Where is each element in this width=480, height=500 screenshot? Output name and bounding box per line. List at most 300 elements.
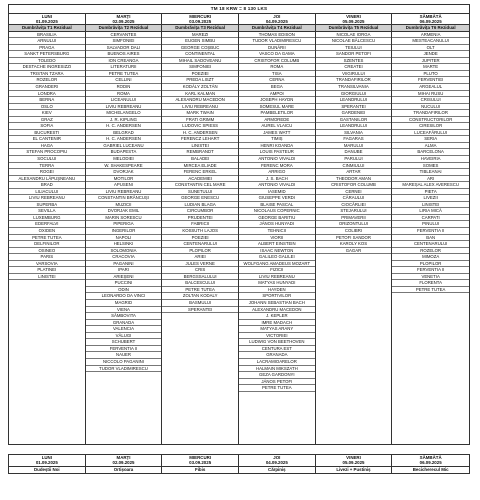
street-cell: IMRE MADACH <box>239 320 315 327</box>
summary-date: 06.09.2025 <box>419 460 442 466</box>
street-cell: MARK TWAIN <box>162 110 238 117</box>
street-cell: NICOLAE BĂLCESCU <box>316 38 392 45</box>
street-cell: SANDOR PETOFI <box>316 51 392 58</box>
street-cell: GASTANILOR <box>316 117 392 124</box>
summary-zone: Livezi + Pustiniș <box>316 466 392 473</box>
street-cell: TIMIȘ <box>239 136 315 143</box>
street-cell: JUPITER <box>392 58 469 65</box>
street-cell: MATYAS HUNYADI <box>239 280 315 287</box>
street-cell: SOMESUL MARE <box>239 104 315 111</box>
street-cell: HAVEIRIA <box>392 156 469 163</box>
summary-date: 04.09.2025 <box>265 460 288 466</box>
street-cell: EL CANTENIR <box>9 136 85 143</box>
street-cell: JULES VERNE <box>162 261 238 268</box>
street-cell: GIORGIULUI <box>316 91 392 98</box>
day-name: MARȚI <box>116 14 131 19</box>
street-cell: IPARI <box>86 267 162 274</box>
stops-column <box>86 32 163 444</box>
day-date: 05.09.2025 <box>342 19 365 25</box>
street-cell: CERVANTES <box>86 32 162 39</box>
route-name: Dumbrăvița T3 Rezidual <box>162 24 238 30</box>
street-cell: PETRE TUTEA <box>162 287 238 294</box>
street-cell: BRAD <box>9 182 85 189</box>
street-cell: AMPOI <box>239 91 315 98</box>
street-cell: LACRAMIOARELOR <box>239 359 315 366</box>
street-cell: CINMIULUI <box>316 163 392 170</box>
street-cell: ROZELOR <box>9 77 85 84</box>
street-cell: REMBRANDT <box>162 149 238 156</box>
summary-zone: Dudeștii Noi <box>9 466 85 473</box>
street-cell: FAGARAS <box>316 136 392 143</box>
summary-day: MARȚI <box>116 455 131 460</box>
street-cell: BRASILIA <box>9 32 85 39</box>
street-cell: NAPOLI <box>86 235 162 242</box>
day-name: SÂMBĂTĂ <box>419 14 442 19</box>
street-cell: PAGANINI <box>86 261 162 268</box>
street-cell: HAYDEN <box>239 287 315 294</box>
street-cell: SUNETULUI <box>162 189 238 196</box>
street-cell: JÁNOS HUNYADI <box>239 221 315 228</box>
street-cell: POEZIEI <box>162 235 238 242</box>
street-cell: BUENOS AIRES <box>86 51 162 58</box>
street-cell: FLORENTA <box>392 280 469 287</box>
street-cell: CENTENARULUI <box>392 241 469 248</box>
street-cell: ORIZONTULUI <box>316 221 392 228</box>
street-cell: LICEANULUI <box>86 97 162 104</box>
street-cell: CRISTOFOR COLUMB <box>239 58 315 65</box>
street-cell: PETRE TUTEA <box>86 71 162 78</box>
street-cell: BARCELONA <box>392 149 469 156</box>
stops-column <box>162 32 239 444</box>
street-cell: J. S. BACH <box>239 176 315 183</box>
street-cell: LIVIU REBREANU <box>86 189 162 196</box>
day-header <box>392 14 469 31</box>
street-cell: MATYAS ARANY <box>239 326 315 333</box>
street-cell: GRAZ <box>9 117 85 124</box>
stops-column <box>316 32 393 444</box>
street-cell: SCHUBERT <box>86 339 162 346</box>
street-cell: GIUSEPPE VERDI <box>239 195 315 202</box>
street-cell: CIRCUMBOR <box>162 208 238 215</box>
street-cell: GEZA GARDONYI <box>239 372 315 379</box>
street-cell: LILIACULUI <box>9 189 85 196</box>
street-cell: ARIEI <box>162 254 238 261</box>
street-cell: SEVILLA <box>9 208 85 215</box>
summary-table <box>8 454 470 474</box>
street-cell: ARIEȘENI <box>86 274 162 281</box>
street-cell: PRIMAVERII <box>316 215 392 222</box>
day-header <box>239 14 316 31</box>
schedule-sheet <box>8 4 470 445</box>
street-cell: ACADEMIEI <box>162 176 238 183</box>
summary-cell <box>86 455 163 473</box>
street-cell: HAGA <box>9 143 85 150</box>
street-cell: ALMA <box>392 143 469 150</box>
street-cell: CONSTRUCTORILOR <box>392 117 469 124</box>
day-header <box>162 14 239 31</box>
street-cell: OSINEO <box>9 248 85 255</box>
street-cell: OXIDEN <box>9 228 85 235</box>
street-cell: VASCO DA GAMA <box>239 51 315 58</box>
street-cell: FERENC MORA <box>239 163 315 170</box>
street-cell: PETRE TUTEA <box>239 385 315 392</box>
street-cell: ALEXANDRU MACEDON <box>239 307 315 314</box>
street-cell: SÂMBOVITA <box>86 313 162 320</box>
street-cell: JOHANN SEBASTIAN BACH <box>239 300 315 307</box>
street-cell: PLUTO <box>392 71 469 78</box>
street-cell: MIMOZA <box>392 254 469 261</box>
street-cell: BALADEI <box>162 156 238 163</box>
street-cell: JAMES WATT <box>239 130 315 137</box>
street-cell: ALBERT EINSTEIN <box>239 241 315 248</box>
day-name: VINERI <box>346 14 361 19</box>
street-cell: DVORJAK EMIL <box>86 208 162 215</box>
street-cell: SOFIA <box>9 123 85 130</box>
street-cell: JENDE <box>392 51 469 58</box>
street-cell: ARMENIA <box>392 32 469 39</box>
street-cell: TRANDAFIRILOR <box>316 77 392 84</box>
route-name: Dumbrăvița T6 Rezidual <box>392 24 469 30</box>
street-cell: ARTAR <box>316 169 392 176</box>
street-cell: GAGAR <box>316 248 392 255</box>
summary-cell <box>392 455 469 473</box>
route-name: Dumbrăvița T5 Rezidual <box>316 24 392 30</box>
summary-cell <box>162 455 239 473</box>
street-cell: STEJARULUI <box>316 208 392 215</box>
street-cell: LUDIAN BLAGA <box>162 202 238 209</box>
street-cell: PUCCINI <box>86 280 162 287</box>
street-cell: HALMAIN MIKSZATH <box>239 366 315 373</box>
street-cell: FERENC ERKEL <box>162 169 238 176</box>
street-cell: ANTONIO VIVALDI <box>239 182 315 189</box>
street-cell: BLAISE PASCAL <box>239 202 315 209</box>
street-cell: LOUIS PASTEUR <box>239 149 315 156</box>
street-cell: LUDWIG VON BEETHOVEN <box>239 339 315 346</box>
street-cell: SOLOMONIA <box>86 248 162 255</box>
street-cell: GEORGE COȘBUC <box>162 45 238 52</box>
street-cell: CONSTANTIN BRÂNCUȘI <box>86 195 162 202</box>
street-cell: CARPATI <box>392 215 469 222</box>
street-cell: PLATINEI <box>9 267 85 274</box>
street-cell: PIPERIGA <box>86 221 162 228</box>
street-cell: SPERANTEI <box>162 307 238 314</box>
street-cell: LIVIU REBREANU <box>9 195 85 202</box>
schedule-title: TM 18 KRW = 8 130 LKS <box>8 4 470 13</box>
street-cell: ZOLTAN KODALY <box>162 293 238 300</box>
street-cell: SIMFONIEI <box>86 38 162 45</box>
street-cell: GRANDERI <box>9 84 85 91</box>
street-cell: PLOPILOR <box>162 248 238 255</box>
summary-date: 03.09.2025 <box>189 460 212 466</box>
street-cell: MAGRID <box>86 300 162 307</box>
street-cell: FRATI GRIMM <box>162 117 238 124</box>
street-cell: TRANDAFIRILOR <box>392 110 469 117</box>
street-cell: BUDAPESTA <box>86 149 162 156</box>
street-cell: TEIULUI <box>316 45 392 52</box>
street-cell: PETRE TUTEA <box>9 235 85 242</box>
street-cell: VICTORIEI <box>239 333 315 340</box>
street-cell: CĂRAULUI <box>316 195 392 202</box>
summary-day: VINERI <box>346 455 361 460</box>
street-cell: VALENCIA <box>86 326 162 333</box>
day-header <box>86 14 163 31</box>
street-cell: CIOCÂRLIEI <box>316 202 392 209</box>
street-cell: HENRI KOANDA <box>239 143 315 150</box>
street-cell: H. C. ANDERSEN <box>86 136 162 143</box>
street-cell: LIVIU REBREANU <box>162 104 238 111</box>
street-cell: FERVENTIA II <box>392 228 469 235</box>
street-cell: VĂLUGI <box>86 333 162 340</box>
summary-date: 01.09.2025 <box>35 460 58 466</box>
street-cell: NAUER <box>86 352 162 359</box>
street-cell: JOSEPH HAYDN <box>239 97 315 104</box>
street-cell: PRAGA <box>9 45 85 52</box>
street-cell: LIRIA MICĂ <box>392 208 469 215</box>
street-cell: GEORGE ENESCU <box>162 195 238 202</box>
street-cell: LINISTEI <box>392 202 469 209</box>
street-cell: BELGRAD <box>86 130 162 137</box>
street-cell: NICCOLO PAGANINI <box>86 359 162 366</box>
street-cell: THOMAS EDISON <box>239 32 315 39</box>
street-cell: WOLFGANG AMADEUS MOZART <box>239 261 315 268</box>
street-cell: SUPERBA <box>9 202 85 209</box>
street-cell: GRANADA <box>239 352 315 359</box>
street-cell: ARNULUI <box>9 38 85 45</box>
street-cell: W. SHAKESPEARE <box>86 163 162 170</box>
street-cell: PETRE TUTEA <box>392 287 469 294</box>
street-cell: CERNA <box>239 77 315 84</box>
street-cell: PARIS <box>9 254 85 261</box>
street-cell: ION CREANGA <box>86 58 162 65</box>
street-cell: CENTENARULUI <box>162 241 238 248</box>
street-cell: ODIN <box>86 287 162 294</box>
street-cell: GRANADA <box>86 320 162 327</box>
day-date: 02.09.2025 <box>112 19 135 25</box>
street-cell: POEZIEI <box>162 71 238 78</box>
street-cell: CENTURA EST <box>239 346 315 353</box>
stops-column <box>9 32 86 444</box>
day-date: 03.09.2025 <box>189 19 212 25</box>
summary-day: SÂMBĂTĂ <box>419 455 442 460</box>
summary-cell <box>9 455 86 473</box>
street-cell: TEHNICII <box>239 228 315 235</box>
summary-zone: Fibis <box>162 466 238 473</box>
street-cell: VENETIA <box>392 274 469 281</box>
street-cell: SPERANTEI <box>316 104 392 111</box>
street-cell: TOLEDO <box>9 58 85 65</box>
street-cell: CRIS <box>162 267 238 274</box>
street-cell: ROMA <box>239 64 315 71</box>
day-header <box>316 14 393 31</box>
street-cell: SILVANIA <box>316 130 392 137</box>
summary-day: MIERCURI <box>189 455 212 460</box>
street-cell: GALILEO GALILEI <box>239 254 315 261</box>
day-name: JOI <box>273 14 281 19</box>
route-name: Dumbrăvița T2 Rezidual <box>86 24 162 30</box>
street-cell: LUDOVIC SPIESS <box>162 123 238 130</box>
day-header <box>9 14 86 31</box>
day-date: 06.09.2025 <box>419 19 442 25</box>
street-cell: TIBLEANAI <box>392 169 469 176</box>
street-cell: H. C. ANDERSEN <box>162 130 238 137</box>
street-cell: PLOPILOR <box>392 261 469 268</box>
summary-day: JOI <box>273 455 281 460</box>
street-cell: MARULUI <box>316 143 392 150</box>
street-cell: MARIN SORESCU <box>86 215 162 222</box>
street-cell: VIORII <box>239 235 315 242</box>
street-cell: FABRICII <box>162 221 238 228</box>
street-cell: LIVIU REBREANU <box>86 104 162 111</box>
street-cell: MAREȘAL ALEX AVERESCU <box>392 182 469 189</box>
summary-cell <box>239 455 316 473</box>
street-cell: ARGEALUL <box>392 84 469 91</box>
day-date: 01.09.2025 <box>35 19 58 25</box>
street-cell: FERVENTIA II <box>392 267 469 274</box>
header-row <box>8 13 470 31</box>
street-cell: MIRCEA ELIADE <box>162 163 238 170</box>
street-cell: GARDENIEI <box>316 110 392 117</box>
street-cell: NICOLAE IORGA <box>316 32 392 39</box>
street-cell: J. R. KIPLING <box>86 117 162 124</box>
street-cell: CELLINI <box>86 77 162 84</box>
street-cell: LIVIU REBREANU <box>239 274 315 281</box>
street-cell: ANTONIO VIVALDI <box>239 156 315 163</box>
street-cell: ALEXANDRU LĂPUȘNEANU <box>9 176 85 183</box>
street-cell: PETOFI SANDOR <box>316 235 392 242</box>
street-cell: TUDOR VLADIMIRESCU <box>239 38 315 45</box>
street-cell: SOMES <box>392 163 469 170</box>
stops-column <box>239 32 316 444</box>
street-cell: LEONARDO DA VINCI <box>86 293 162 300</box>
street-cell: DVORJAK <box>86 169 162 176</box>
street-cell: OLT <box>392 45 469 52</box>
street-cell: MICHELANGELO <box>86 110 162 117</box>
street-cell: RODIN <box>86 84 162 91</box>
street-cell: ROMA <box>86 91 162 98</box>
street-cell: COLIBRI <box>316 228 392 235</box>
stops-column <box>392 32 469 444</box>
street-cell: KIEV <box>9 110 85 117</box>
street-cell: LITERATURII <box>86 64 162 71</box>
street-cell: LINISTEI <box>162 143 238 150</box>
street-cell: OSLO <box>9 104 85 111</box>
street-cell: MARTE <box>392 64 469 71</box>
street-cell: FIZICII <box>239 267 315 274</box>
street-cell: MIHAI RUSU <box>392 91 469 98</box>
summary-day: LUNI <box>41 455 52 460</box>
street-cell: TRISTAN TZARA <box>9 71 85 78</box>
day-date: 04.09.2025 <box>265 19 288 25</box>
street-cell: KARL KALMAN <box>162 91 238 98</box>
street-cell: SPORTIVILOR <box>239 293 315 300</box>
street-cell: FERVENTIEI <box>392 77 469 84</box>
street-cell: TRANSILVANIA <box>316 84 392 91</box>
street-cell: NUCULUI <box>392 104 469 111</box>
street-cell: ARI <box>392 176 469 183</box>
summary-grid <box>8 454 470 474</box>
street-cell: AUREL VLAICU <box>239 123 315 130</box>
street-cell: BEGA <box>239 84 315 91</box>
street-cell: BALCESCULUI <box>162 280 238 287</box>
street-cell: CERNEI <box>316 189 392 196</box>
street-cell: HELSINKI <box>86 241 162 248</box>
street-cell: PREDA LISZT <box>162 77 238 84</box>
street-cell: SIMFONIEI <box>162 64 238 71</box>
street-cell: CONTINENTAL <box>162 51 238 58</box>
street-cell: SERIA <box>392 136 469 143</box>
street-cell: NICOLAUS COPERNIC <box>239 208 315 215</box>
summary-date: 02.09.2025 <box>112 460 135 466</box>
street-cell: APUSENI <box>86 182 162 189</box>
street-cell: ALEXANDRU MACEDON <box>162 97 238 104</box>
street-cell: PAMBELETILOR <box>239 110 315 117</box>
street-cell: LUCEAFĂRULUI <box>392 130 469 137</box>
street-cell: ISAAC NEWTON <box>239 248 315 255</box>
street-cell: BERGSSALULUI <box>162 274 238 281</box>
street-cell: TISA <box>239 71 315 78</box>
street-cell: PRUDENTEI <box>162 215 238 222</box>
street-cell: ARMOREDE <box>239 117 315 124</box>
street-cell: CRACOVIA <box>86 254 162 261</box>
street-cell: H. C. ANDERSEN <box>86 123 162 130</box>
route-name: Dumbrăvița T4 Rezidual <box>239 24 315 30</box>
street-cell: ARRIGO <box>239 169 315 176</box>
street-cell: KOSSUTH LAJOS <box>162 228 238 235</box>
street-cell: GABRIEL LUCEANU <box>86 143 162 150</box>
summary-zone: Ortișoara <box>86 466 162 473</box>
street-cell: INGERILOR <box>86 228 162 235</box>
street-cell: SANKT PETERSBURG <box>9 51 85 58</box>
street-cell: CREATEI <box>316 64 392 71</box>
street-cell: LIVEZII <box>392 195 469 202</box>
street-cell: CONSTANTIN CEL MARE <box>162 182 238 189</box>
street-cell: MIHAIL SADOVEANU <box>162 58 238 65</box>
street-cell: KAROLY KOS <box>316 241 392 248</box>
street-cell: CRISTOFOR COLUMB <box>316 182 392 189</box>
street-cell: THEODOR AMAN <box>316 176 392 183</box>
street-cell: PARULUI <box>316 156 392 163</box>
street-cell: STEFAN PROCOPIU <box>9 149 85 156</box>
street-cell: TUDOR VLADIMIRESCU <box>86 366 162 373</box>
street-cell: VIENA <box>86 307 162 314</box>
day-name: LUNI <box>41 14 52 19</box>
street-cell: BERNA <box>9 97 85 104</box>
street-cell: DUNĂRII <box>239 45 315 52</box>
day-name: MIERCURI <box>189 14 212 19</box>
street-cell: J. KEPLER <box>239 313 315 320</box>
summary-zone: Becicherecul Mic <box>392 466 469 473</box>
street-cell: BUCURESTI <box>9 130 85 137</box>
street-cell: DANUBE <box>316 149 392 156</box>
street-cell: PIETA <box>392 189 469 196</box>
street-cell: GEORGE BARITIU <box>239 215 315 222</box>
street-cell: SOCULUI <box>9 156 85 163</box>
street-cell: EDERFALVI <box>9 221 85 228</box>
street-cell: MELODIEI <box>86 156 162 163</box>
street-cell: MESTEACANULUI <box>392 38 469 45</box>
street-cell: DELFINILOR <box>9 241 85 248</box>
street-cell: TERRA <box>9 163 85 170</box>
street-cell: ROGEI <box>9 169 85 176</box>
street-cell: BAN <box>392 235 469 242</box>
street-cell: FERVENTIA II <box>86 346 162 353</box>
street-cell: JÁNOS PETOFI <box>239 379 315 386</box>
street-cell: PINULUI <box>392 221 469 228</box>
street-cell: KODÁLY ZOLTÁN <box>162 84 238 91</box>
street-cell: CIRESILOR <box>392 123 469 130</box>
street-cell: IASEMID <box>239 189 315 196</box>
street-cell: LINISTEI <box>9 274 85 281</box>
